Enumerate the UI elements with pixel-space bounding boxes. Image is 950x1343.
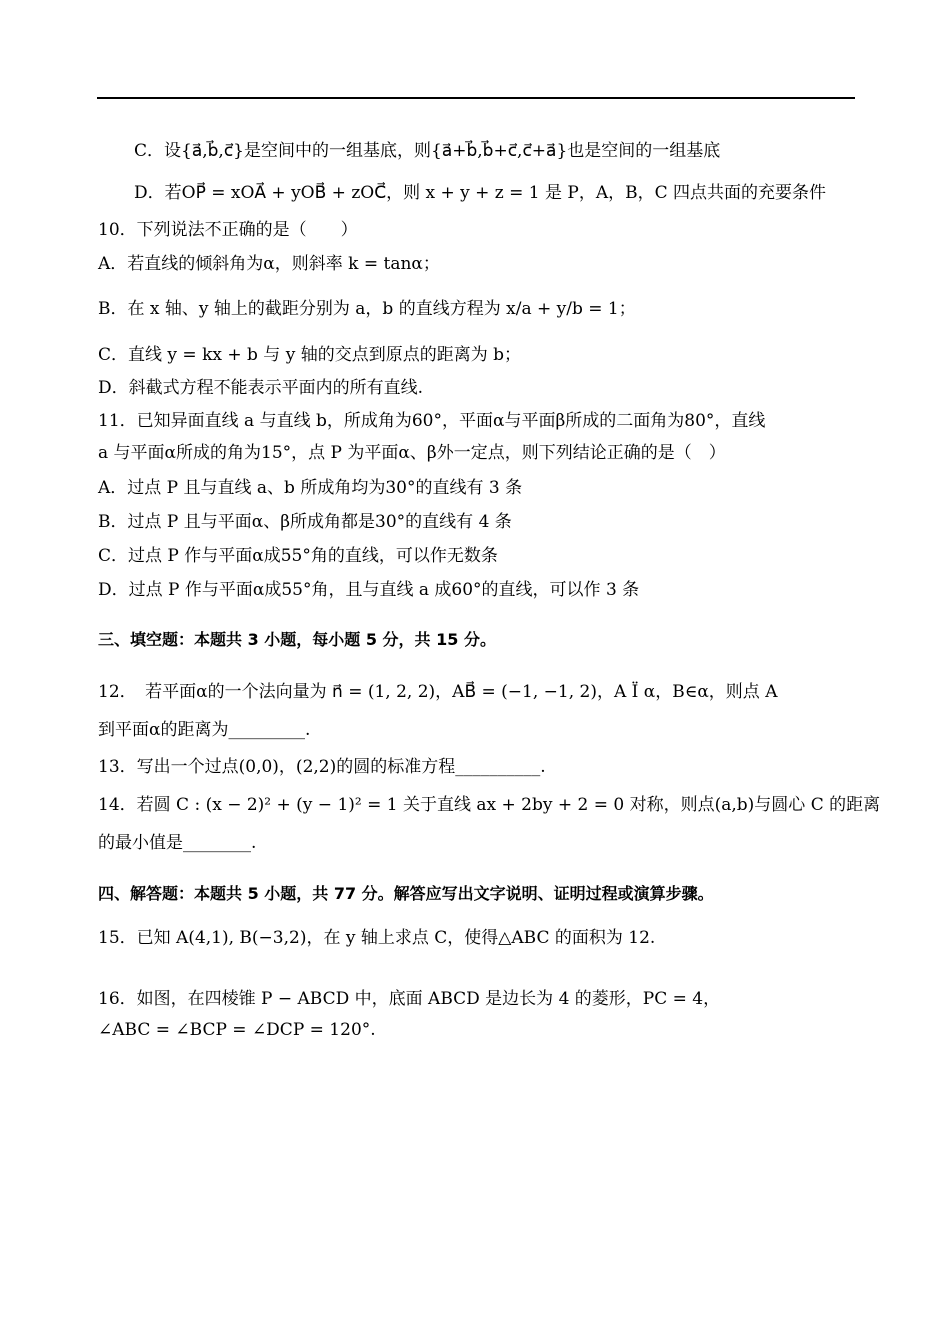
q14-line2: 的最小值是________.	[98, 833, 257, 853]
q11-option-a: A．过点 P 且与直线 a、b 所成角均为30°的直线有 3 条	[98, 478, 523, 498]
q9-option-d: D．若OP⃗ = xOA⃗ + yOB⃗ + zOC⃗，则 x + y + z = 1 是 P，A，B，C 四点共面的充要条件	[134, 183, 827, 203]
q10-option-a: A．若直线的倾斜角为α，则斜率 k = tanα；	[98, 254, 440, 274]
q11-option-d: D．过点 P 作与平面α成55°角，且与直线 a 成60°的直线，可以作 3 条	[98, 580, 640, 600]
q10-stem: 10．下列说法不正确的是（ ）	[98, 220, 358, 240]
q11-option-b: B．过点 P 且与平面α、β所成角都是30°的直线有 4 条	[98, 512, 512, 532]
section-three-heading: 三、填空题：本题共 3 小题，每小题 5 分，共 15 分。	[98, 630, 496, 649]
q15: 15．已知 A(4,1), B(−3,2)，在 y 轴上求点 C，使得△ABC 的面积为 12.	[98, 928, 656, 948]
header-rule	[97, 97, 855, 99]
q10-option-c: C．直线 y = kx + b 与 y 轴的交点到原点的距离为 b；	[98, 345, 521, 365]
q12-line2: 到平面α的距离为_________.	[98, 720, 311, 740]
section-four-heading: 四、解答题：本题共 5 小题，共 77 分。解答应写出文字说明、证明过程或演算步骤。	[98, 884, 714, 903]
q11-stem-line1: 11．已知异面直线 a 与直线 b，所成角为60°，平面α与平面β所成的二面角为80°，直线	[98, 411, 766, 431]
q11-stem-line2: a 与平面α所成的角为15°，点 P 为平面α、β外一定点，则下列结论正确的是（ ）	[98, 443, 726, 463]
q10-option-b: B．在 x 轴、y 轴上的截距分别为 a，b 的直线方程为 x/a + y/b = 1；	[98, 299, 636, 319]
q16-line2: ∠ABC = ∠BCP = ∠DCP = 120°.	[98, 1020, 376, 1040]
q13: 13．写出一个过点(0,0)，(2,2)的圆的标准方程__________.	[98, 757, 546, 777]
q9-option-c: C．设{a⃗,b⃗,c⃗}是空间中的一组基底，则{a⃗+b⃗,b⃗+c⃗,c⃗+a⃗}也是空间的一组基底	[134, 141, 721, 161]
q11-option-c: C．过点 P 作与平面α成55°角的直线，可以作无数条	[98, 546, 498, 566]
q14-line1: 14．若圆 C : (x − 2)² + (y − 1)² = 1 关于直线 ax + 2by + 2 = 0 对称，则点(a,b)与圆心 C 的距离	[98, 795, 881, 815]
q10-option-d: D．斜截式方程不能表示平面内的所有直线.	[98, 378, 424, 398]
q12-line1: 12． 若平面α的一个法向量为 n⃗ = (1, 2, 2)，AB⃗ = (−1, −1, 2)，A Ï α，B∈α，则点 A	[98, 682, 778, 702]
q16-line1: 16．如图，在四棱锥 P − ABCD 中，底面 ABCD 是边长为 4 的菱形，PC = 4，	[98, 989, 721, 1009]
